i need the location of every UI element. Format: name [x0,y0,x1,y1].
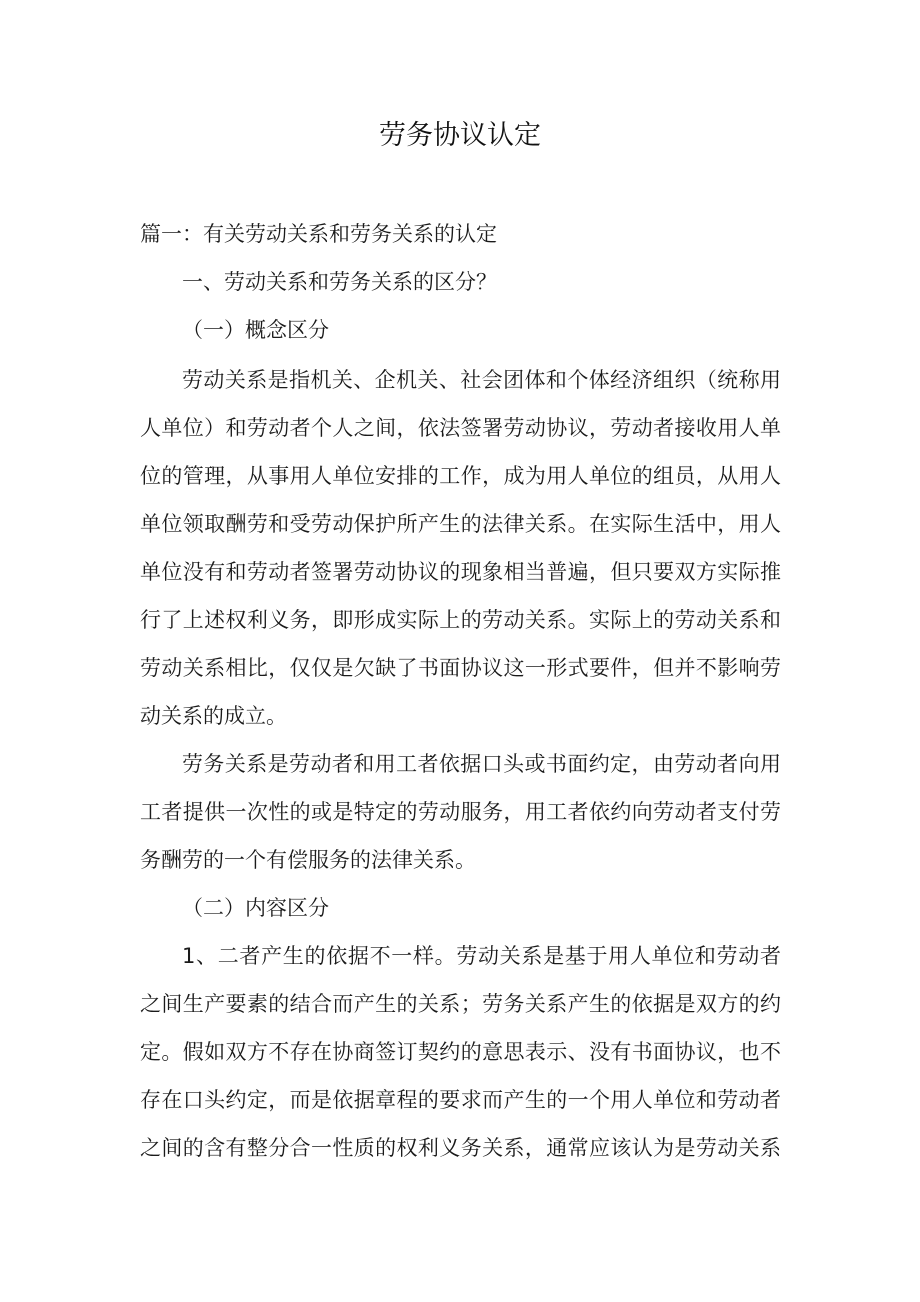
text-line: 定。假如双方不存在协商签订契约的意思表示、没有书面协议，也不 [140,1040,781,1064]
text-line: 务酬劳的一个有偿服务的法律关系。 [140,848,476,872]
text-line: 动关系的成立。 [140,704,287,728]
text-line: 位的管理，从事用人单位安排的工作，成为用人单位的组员，从用人 [140,464,781,488]
text-line: 之间的含有整分合一性质的权利义务关系，通常应该认为是劳动关系 [140,1136,781,1160]
document-title: 劳务协议认定 [379,120,541,151]
text-line: （二）内容区分 [182,896,329,920]
text-line: （一）概念区分 [182,318,329,342]
text-line: 劳动关系是指机关、企机关、社会团体和个体经济组织（统称用 [182,368,781,392]
text-line: 劳务关系是劳动者和用工者依据口头或书面约定，由劳动者向用 [182,752,781,776]
text-line: 一、劳动关系和劳务关系的区分？ [182,270,497,294]
text-line: 工者提供一次性的或是特定的劳动服务，用工者依约向劳动者支付劳 [140,800,781,824]
text-line: 单位领取酬劳和受劳动保护所产生的法律关系。在实际生活中，用人 [140,512,781,536]
text-line: 单位没有和劳动者签署劳动协议的现象相当普遍，但只要双方实际推 [140,560,781,584]
text-line: 1、二者产生的依据不一样。劳动关系是基于用人单位和劳动者 [182,944,781,968]
text-line: 篇一：有关劳动关系和劳务关系的认定 [140,222,497,246]
text-line: 存在口头约定，而是依据章程的要求而产生的一个用人单位和劳动者 [140,1088,781,1112]
text-line: 之间生产要素的结合而产生的关系；劳务关系产生的依据是双方的约 [140,992,781,1016]
text-line: 劳动关系相比，仅仅是欠缺了书面协议这一形式要件，但并不影响劳 [140,656,781,680]
text-line: 人单位）和劳动者个人之间，依法签署劳动协议，劳动者接收用人单 [140,416,781,440]
text-line: 行了上述权利义务，即形成实际上的劳动关系。实际上的劳动关系和 [140,608,781,632]
